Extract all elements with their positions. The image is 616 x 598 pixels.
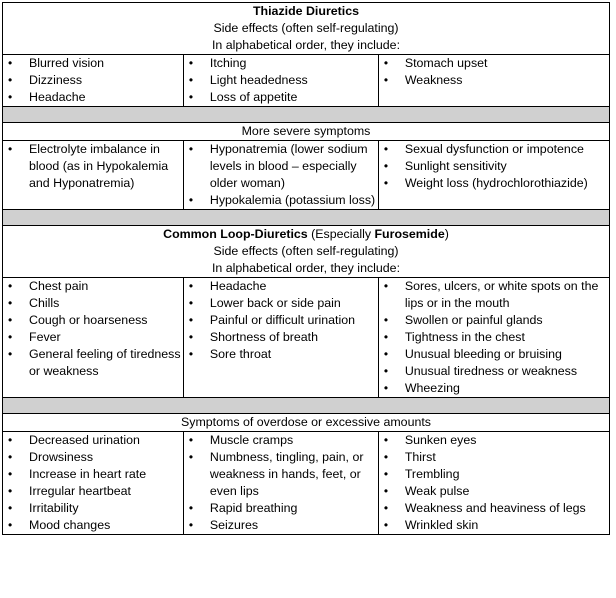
thiazide-severe-heading-row (3, 123, 610, 141)
symptom-text: Wheezing (404, 381, 460, 395)
symptom-item (184, 449, 378, 500)
separator-band-cell (3, 210, 610, 226)
bullet-icon: • (188, 279, 194, 293)
separator-band (3, 107, 610, 123)
symptom-text: Wrinkled skin (404, 518, 479, 532)
symptom-text: Muscle cramps (209, 433, 294, 447)
symptom-item (379, 517, 609, 534)
bullet-icon: • (383, 73, 389, 87)
symptom-item (3, 141, 183, 192)
loop-subtitle: Side effects (often self-regulating) (213, 244, 399, 258)
bullet-icon: • (8, 450, 13, 464)
symptom-text: Seizures (209, 518, 259, 532)
loop-overdose-heading: Symptoms of overdose or excessive amounts (3, 414, 610, 432)
symptom-text: Hyponatremia (lower sodium levels in blood – especially older woman) (209, 142, 368, 190)
symptom-list (184, 278, 378, 363)
symptom-list (184, 141, 378, 209)
symptom-text: Swollen or painful glands (404, 313, 543, 327)
symptom-item (3, 449, 183, 466)
loop-title-drug: Furosemide (374, 227, 445, 241)
bullet-icon: • (188, 90, 194, 104)
symptom-text: Shortness of breath (209, 330, 319, 344)
bullet-icon: • (383, 347, 389, 361)
symptom-item (184, 517, 378, 534)
symptom-text: Weakness (404, 73, 463, 87)
symptom-list (184, 432, 378, 534)
symptom-list (379, 278, 609, 397)
symptom-text: Loss of appetite (209, 90, 298, 104)
bullet-icon: • (188, 313, 194, 327)
loop-overdose-heading-row (3, 414, 610, 432)
bullet-icon: • (383, 56, 389, 70)
bullet-icon: • (8, 347, 13, 361)
bullet-icon: • (8, 56, 13, 70)
symptom-list (184, 55, 378, 106)
bullet-icon: • (8, 433, 13, 447)
loop-overdose-col-1 (3, 432, 184, 535)
symptom-item (3, 500, 183, 517)
symptom-item (379, 346, 609, 363)
loop-overdose-col-2 (183, 432, 378, 535)
bullet-icon: • (188, 347, 194, 361)
symptom-item (184, 346, 378, 363)
symptom-text: Irritability (29, 501, 79, 515)
symptom-item (3, 517, 183, 534)
symptom-list (3, 432, 183, 534)
document-page (2, 2, 614, 535)
symptom-text: Sore throat (209, 347, 272, 361)
bullet-icon: • (8, 501, 13, 515)
symptom-text: Light headedness (209, 73, 308, 87)
symptom-item (379, 432, 609, 449)
loop-common-col-3 (378, 278, 609, 398)
symptom-item (379, 158, 609, 175)
thiazide-header-row (3, 3, 610, 55)
symptom-item (184, 278, 378, 295)
symptom-item (184, 329, 378, 346)
symptom-text: Electrolyte imbalance in blood (as in Hypokalemia and Hyponatremia) (29, 142, 169, 190)
thiazide-common-col-1 (3, 55, 184, 107)
symptom-list (3, 141, 183, 192)
loop-title-close: ) (444, 227, 449, 241)
symptom-item (379, 141, 609, 158)
symptom-text: Unusual tiredness or weakness (404, 364, 578, 378)
symptom-text: Trembling (404, 467, 460, 481)
symptom-text: Headache (209, 279, 267, 293)
symptom-item (184, 72, 378, 89)
thiazide-severe-heading: More severe symptoms (3, 123, 610, 141)
loop-overdose-col-3 (378, 432, 609, 535)
symptom-text: Itching (209, 56, 247, 70)
loop-header-row (3, 226, 610, 278)
symptom-item (379, 363, 609, 380)
symptom-text: Cough or hoarseness (29, 313, 148, 327)
thiazide-common-col-3 (378, 55, 609, 107)
symptom-item (184, 89, 378, 106)
symptom-item (184, 432, 378, 449)
symptom-item (379, 329, 609, 346)
loop-common-col-1 (3, 278, 184, 398)
bullet-icon: • (8, 90, 13, 104)
symptom-item (184, 141, 378, 192)
thiazide-subtitle: Side effects (often self-regulating) (213, 21, 399, 35)
symptom-item (3, 346, 183, 380)
symptom-text: Lower back or side pain (209, 296, 341, 310)
bullet-icon: • (8, 467, 13, 481)
symptom-item (3, 89, 183, 106)
separator-band-cell (3, 398, 610, 414)
bullet-icon: • (188, 433, 194, 447)
symptom-item (184, 192, 378, 209)
thiazide-title: Thiazide Diuretics (252, 4, 360, 18)
symptom-text: Hypokalemia (potassium loss) (209, 193, 376, 207)
loop-title-normal: (Especially (307, 227, 375, 241)
symptom-text: Chills (29, 296, 60, 310)
bullet-icon: • (383, 518, 389, 532)
thiazide-severe-col-3 (378, 141, 609, 210)
loop-common-row (3, 278, 610, 398)
bullet-icon: • (188, 73, 194, 87)
bullet-icon: • (8, 279, 13, 293)
bullet-icon: • (383, 330, 389, 344)
symptom-item (379, 175, 609, 192)
symptom-text: Sores, ulcers, or white spots on the lips or in the mouth (404, 279, 599, 310)
symptom-item (379, 466, 609, 483)
bullet-icon: • (188, 296, 194, 310)
bullet-icon: • (188, 450, 194, 464)
symptom-item (184, 55, 378, 72)
symptom-text: Weakness and heaviness of legs (404, 501, 586, 515)
loop-header-cell (3, 226, 610, 278)
symptom-text: Painful or difficult urination (209, 313, 355, 327)
symptom-list (379, 55, 609, 89)
symptom-text: Chest pain (29, 279, 89, 293)
symptom-item (379, 483, 609, 500)
symptom-item (3, 55, 183, 72)
thiazide-severe-col-1 (3, 141, 184, 210)
symptom-text: Fever (29, 330, 61, 344)
bullet-icon: • (383, 159, 389, 173)
symptom-item (3, 312, 183, 329)
bullet-icon: • (383, 313, 389, 327)
symptom-item (3, 278, 183, 295)
symptom-text: Numbness, tingling, pain, or weakness in hands, feet, or even lips (209, 450, 364, 498)
symptom-text: Unusual bleeding or bruising (404, 347, 562, 361)
symptom-text: Headache (29, 90, 86, 104)
thiazide-severe-row (3, 141, 610, 210)
diuretics-side-effects-table (2, 2, 610, 535)
symptom-text: Dizziness (29, 73, 83, 87)
symptom-text: Rapid breathing (209, 501, 298, 515)
bullet-icon: • (188, 518, 194, 532)
symptom-text: Decreased urination (29, 433, 140, 447)
bullet-icon: • (188, 56, 194, 70)
bullet-icon: • (383, 450, 389, 464)
symptom-text: Sexual dysfunction or impotence (404, 142, 584, 156)
separator-band (3, 398, 610, 414)
bullet-icon: • (383, 364, 389, 378)
bullet-icon: • (188, 142, 194, 156)
symptom-text: Irregular heartbeat (29, 484, 131, 498)
symptom-text: Stomach upset (404, 56, 488, 70)
symptom-item (3, 432, 183, 449)
symptom-text: Drowsiness (29, 450, 94, 464)
symptom-item (379, 312, 609, 329)
bullet-icon: • (188, 501, 194, 515)
symptom-text: Tightness in the chest (404, 330, 525, 344)
symptom-item (184, 295, 378, 312)
symptom-item (379, 500, 609, 517)
symptom-item (184, 312, 378, 329)
symptom-item (3, 466, 183, 483)
symptom-list (3, 55, 183, 106)
symptom-list (379, 432, 609, 534)
bullet-icon: • (383, 279, 389, 293)
bullet-icon: • (8, 484, 13, 498)
symptom-text: Sunken eyes (404, 433, 477, 447)
bullet-icon: • (383, 484, 389, 498)
bullet-icon: • (383, 142, 389, 156)
bullet-icon: • (8, 518, 13, 532)
symptom-item (3, 483, 183, 500)
loop-title-bold: Common Loop-Diuretics (163, 227, 308, 241)
thiazide-intro: In alphabetical order, they include: (211, 38, 401, 52)
symptom-item (3, 329, 183, 346)
symptom-text: Weight loss (hydrochlorothiazide) (404, 176, 588, 190)
separator-band (3, 210, 610, 226)
bullet-icon: • (383, 501, 389, 515)
bullet-icon: • (383, 433, 389, 447)
symptom-text: Thirst (404, 450, 436, 464)
bullet-icon: • (8, 142, 13, 156)
symptom-item (379, 72, 609, 89)
symptom-item (379, 449, 609, 466)
symptom-item (3, 72, 183, 89)
symptom-text: General feeling of tiredness or weakness (29, 347, 181, 378)
thiazide-common-col-2 (183, 55, 378, 107)
thiazide-header-cell (3, 3, 610, 55)
loop-title (3, 226, 609, 243)
separator-band-cell (3, 107, 610, 123)
symptom-text: Increase in heart rate (29, 467, 147, 481)
symptom-item (379, 380, 609, 397)
bullet-icon: • (383, 176, 389, 190)
symptom-item (184, 500, 378, 517)
thiazide-common-row (3, 55, 610, 107)
bullet-icon: • (188, 193, 194, 207)
thiazide-severe-col-2 (183, 141, 378, 210)
bullet-icon: • (383, 467, 389, 481)
symptom-text: Mood changes (29, 518, 111, 532)
bullet-icon: • (8, 330, 13, 344)
bullet-icon: • (8, 313, 13, 327)
symptom-text: Sunlight sensitivity (404, 159, 507, 173)
bullet-icon: • (188, 330, 194, 344)
bullet-icon: • (383, 381, 389, 395)
bullet-icon: • (8, 73, 13, 87)
loop-intro: In alphabetical order, they include: (211, 261, 401, 275)
symptom-list (379, 141, 609, 192)
symptom-list (3, 278, 183, 380)
loop-common-col-2 (183, 278, 378, 398)
symptom-text: Blurred vision (29, 56, 105, 70)
symptom-text: Weak pulse (404, 484, 470, 498)
loop-overdose-row (3, 432, 610, 535)
bullet-icon: • (8, 296, 13, 310)
symptom-item (379, 278, 609, 312)
symptom-item (379, 55, 609, 72)
symptom-item (3, 295, 183, 312)
